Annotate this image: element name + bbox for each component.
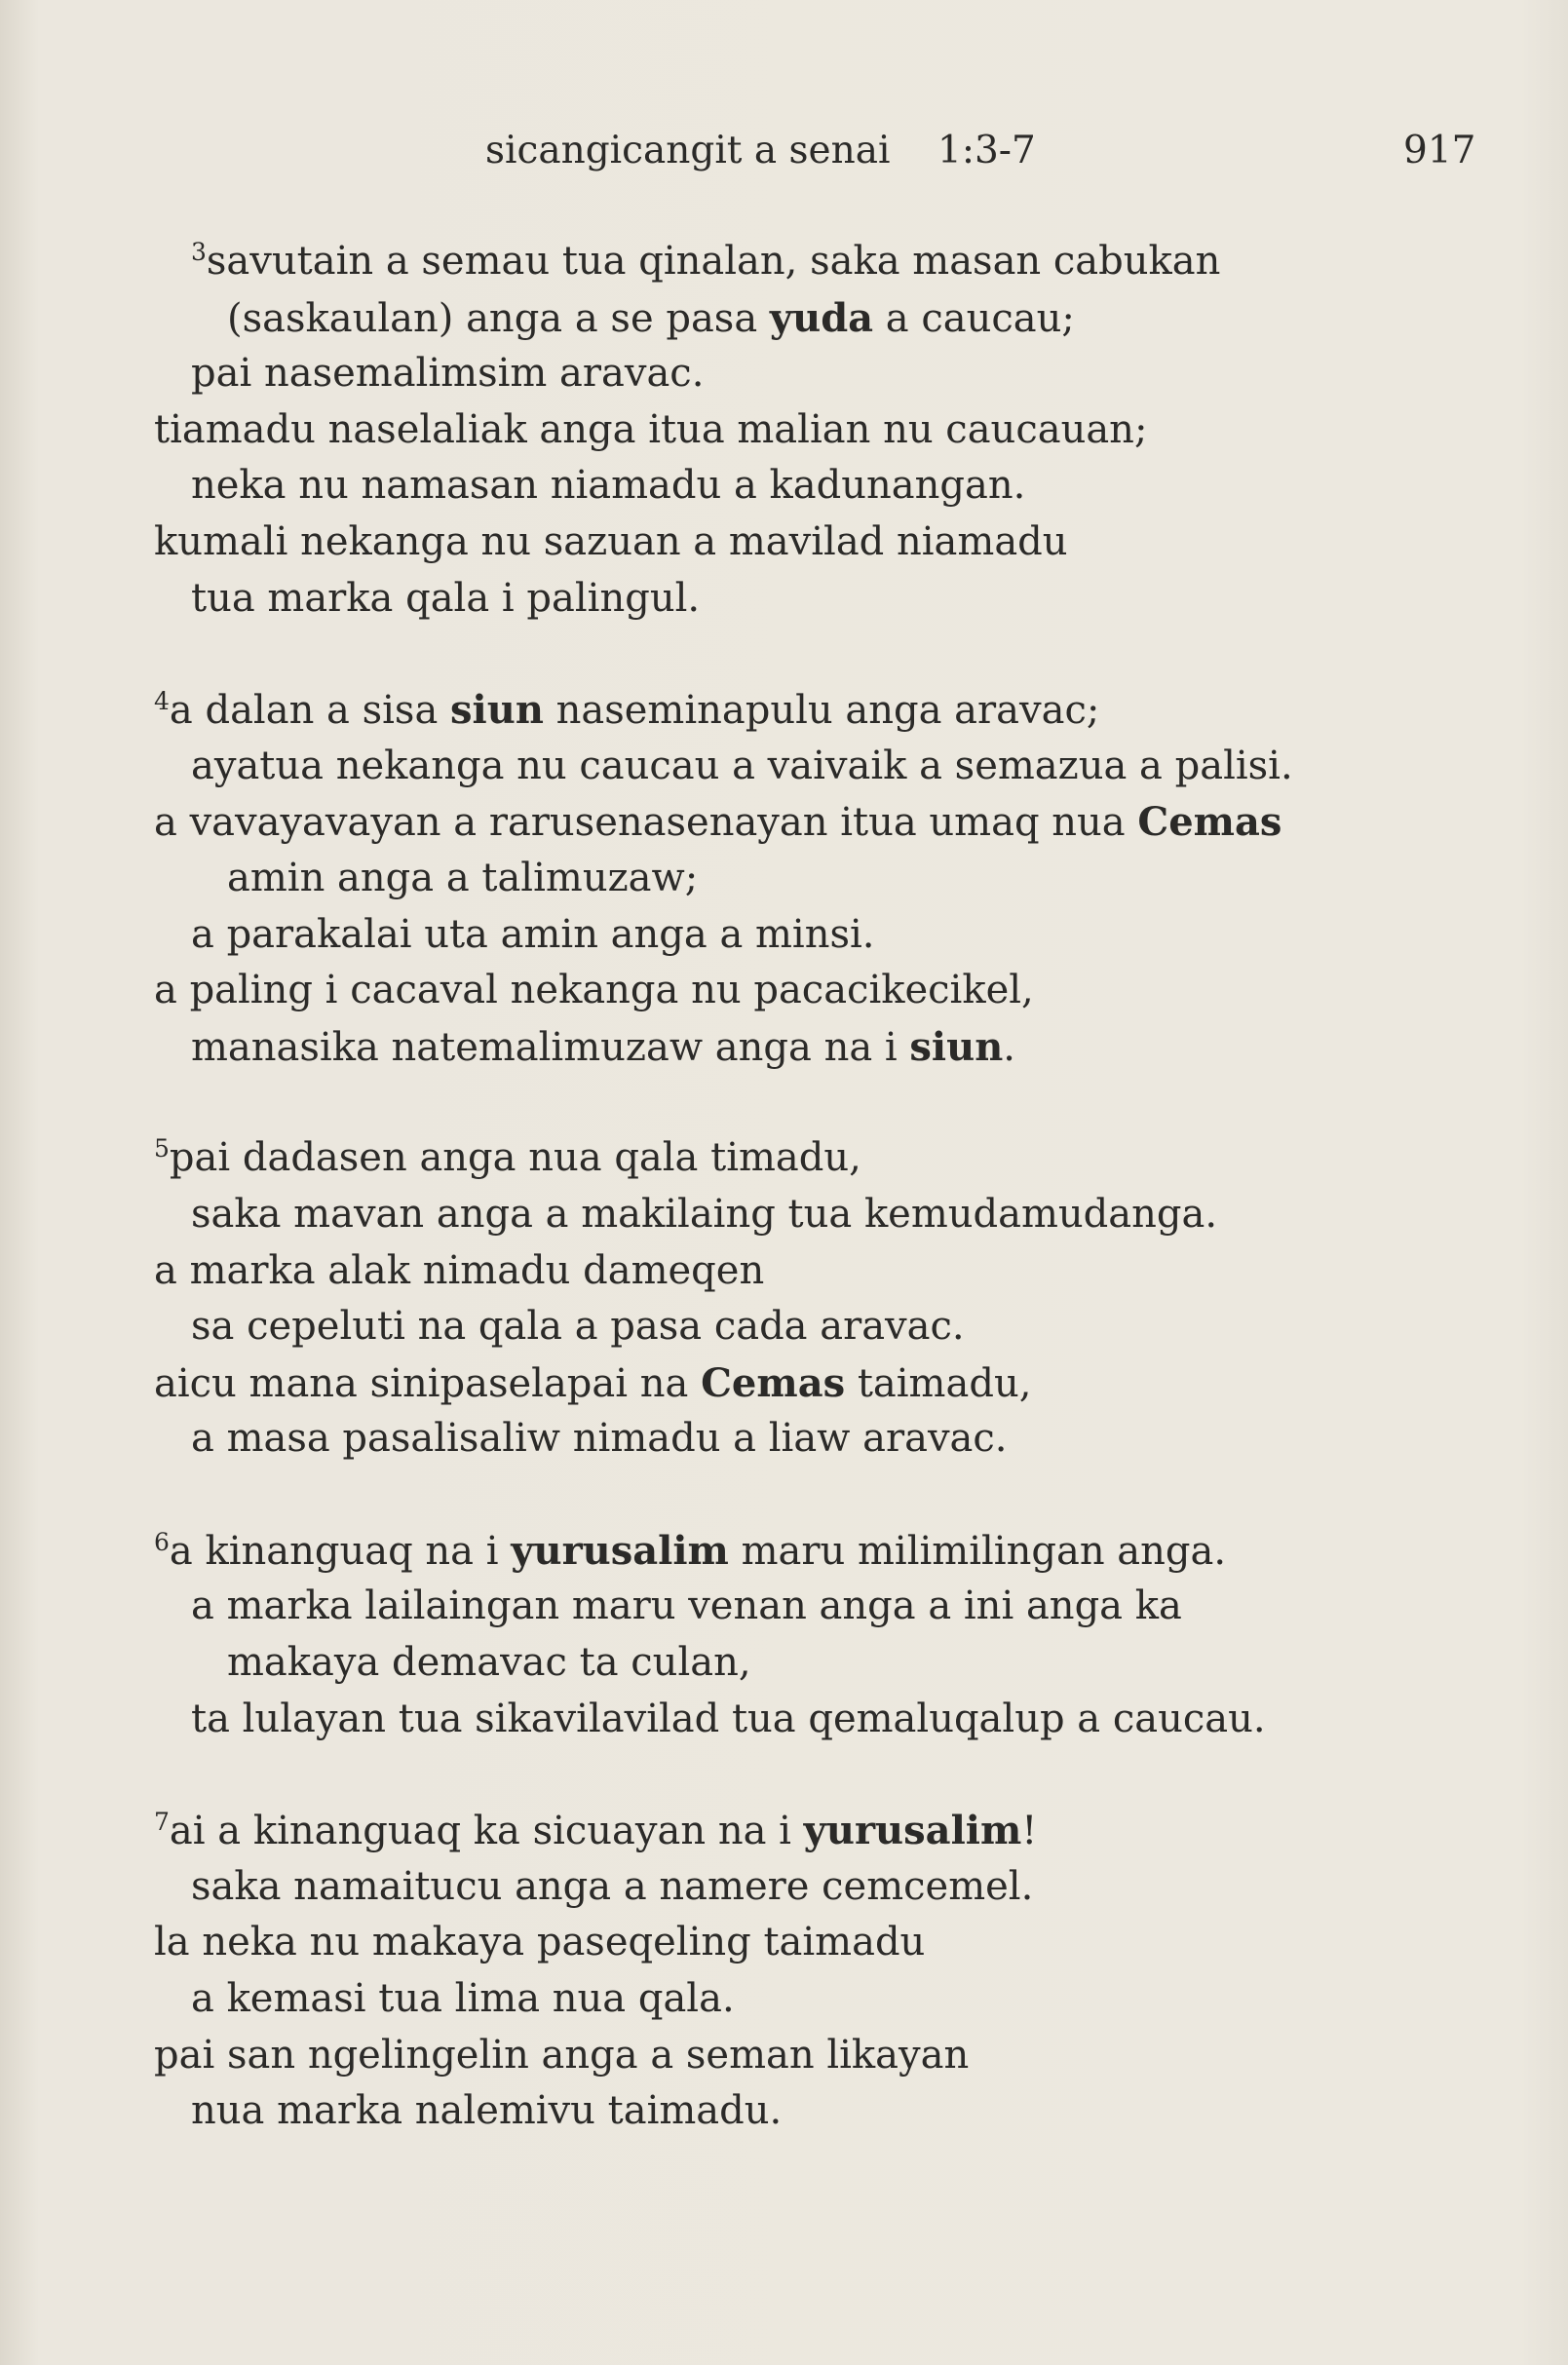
line-text: taimadu, xyxy=(845,1360,1032,1406)
line-text: pai nasemalimsim aravac. xyxy=(191,351,705,397)
stanza xyxy=(0,234,1568,627)
line-text: a kemasi tua lima nua qala. xyxy=(191,1976,735,2022)
verse-number: 7 xyxy=(154,1808,170,1837)
line-text: amin anga a talimuzaw; xyxy=(227,855,699,900)
stanza xyxy=(0,682,1568,1075)
line-text: aicu mana sinipaselapai na xyxy=(154,1360,702,1406)
poem-line xyxy=(0,1579,1568,1635)
line-text: ta lulayan tua sikavilavilad tua qemaluqalup a caucau. xyxy=(191,1696,1266,1741)
line-text: tua marka qala i palingul. xyxy=(191,575,701,621)
poem-line xyxy=(0,1523,1568,1580)
line-text: maru milimilingan anga. xyxy=(728,1528,1227,1574)
line-text: ! xyxy=(1021,1809,1038,1854)
line-text: savutain a semau tua qinalan, saka masan cabukan xyxy=(206,239,1221,284)
proper-name: siun xyxy=(450,687,544,734)
proper-name: yurusalim xyxy=(803,1808,1022,1854)
poem-line xyxy=(0,1971,1568,2028)
line-text: a dalan a sisa xyxy=(169,688,451,734)
poem-line xyxy=(0,2083,1568,2140)
chapter-reference: 1:3-7 xyxy=(937,129,1036,172)
poem-line xyxy=(0,290,1568,347)
line-text: makaya demavac ta culan, xyxy=(227,1640,751,1686)
line-text: pai dadasen anga nua qala timadu, xyxy=(169,1135,861,1181)
poem-line xyxy=(0,346,1568,402)
stanza xyxy=(0,1523,1568,1747)
line-text: nua marka nalemivu taimadu. xyxy=(191,2088,783,2134)
poem-line xyxy=(0,1915,1568,1971)
line-text: la neka nu makaya paseqeling taimadu xyxy=(154,1920,926,1965)
poem-line xyxy=(0,907,1568,964)
line-text: manasika natemalimuzaw anga na i xyxy=(191,1024,910,1070)
line-text: a marka lailaingan maru venan anga a ini anga ka xyxy=(191,1583,1182,1629)
poem-line xyxy=(0,1803,1568,1859)
poem-line xyxy=(0,1299,1568,1355)
poem-line xyxy=(0,1411,1568,1468)
line-text: neka nu namasan niamadu a kadunangan. xyxy=(191,463,1026,509)
line-text: tiamadu naselaliak anga itua malian nu caucauan; xyxy=(154,406,1148,452)
running-title: sicangicangit a senai xyxy=(485,129,891,172)
line-text: a caucau; xyxy=(873,295,1075,341)
line-text: a vavayavayan a rarusenasenayan itua umaq nua xyxy=(154,800,1138,846)
line-text: . xyxy=(1003,1024,1016,1070)
line-text: saka mavan anga a makilaing tua kemudamudanga. xyxy=(191,1191,1218,1237)
stanza xyxy=(0,1803,1568,2140)
poem-line xyxy=(0,963,1568,1019)
poem-line xyxy=(0,1130,1568,1187)
poem-line xyxy=(0,515,1568,571)
poem-line xyxy=(0,2028,1568,2084)
verse-number: 3 xyxy=(191,238,207,266)
poem-line xyxy=(0,794,1568,851)
line-text: ai a kinanguaq ka sicuayan na i xyxy=(169,1809,804,1854)
poem-line xyxy=(0,1243,1568,1300)
poem-line xyxy=(0,1635,1568,1692)
proper-name: Cemas xyxy=(701,1359,846,1406)
poem-line xyxy=(0,234,1568,290)
verse-number: 4 xyxy=(154,687,170,716)
poem-line xyxy=(0,1187,1568,1243)
line-text: a parakalai uta amin anga a minsi. xyxy=(191,911,875,957)
line-text: ayatua nekanga nu caucau a vaivaik a semazua a palisi. xyxy=(191,743,1293,788)
poem-line xyxy=(0,1019,1568,1076)
poem-line xyxy=(0,402,1568,459)
poem-line xyxy=(0,739,1568,795)
page-number: 917 xyxy=(1403,129,1476,172)
proper-name: yurusalim xyxy=(511,1527,729,1574)
line-text: (saskaulan) anga a se pasa xyxy=(227,295,770,341)
line-text: saka namaitucu anga a namere cemcemel. xyxy=(191,1863,1034,1909)
line-text: sa cepeluti na qala a pasa cada aravac. xyxy=(191,1304,965,1350)
poem-line xyxy=(0,1859,1568,1916)
verse-number: 5 xyxy=(154,1134,170,1163)
poem-line xyxy=(0,682,1568,739)
line-text: naseminapulu anga aravac; xyxy=(543,688,1100,734)
poem-text xyxy=(0,234,1568,2195)
line-text: kumali nekanga nu sazuan a mavilad niamadu xyxy=(154,518,1068,564)
line-text: a marka alak nimadu dameqen xyxy=(154,1247,765,1293)
poem-line xyxy=(0,851,1568,907)
page-header xyxy=(0,129,1568,187)
line-text: a kinanguaq na i xyxy=(169,1528,512,1574)
poem-line xyxy=(0,1692,1568,1748)
proper-name: Cemas xyxy=(1137,799,1282,846)
line-text: pai san ngelingelin anga a seman likayan xyxy=(154,2032,970,2078)
poem-line xyxy=(0,458,1568,515)
proper-name: yuda xyxy=(769,294,874,341)
stanza xyxy=(0,1130,1568,1468)
proper-name: siun xyxy=(909,1023,1004,1070)
poem-line xyxy=(0,1355,1568,1412)
line-text: a paling i cacaval nekanga nu pacacikecikel, xyxy=(154,968,1034,1013)
poem-line xyxy=(0,571,1568,628)
line-text: a masa pasalisaliw nimadu a liaw aravac. xyxy=(191,1416,1008,1462)
verse-number: 6 xyxy=(154,1527,170,1556)
